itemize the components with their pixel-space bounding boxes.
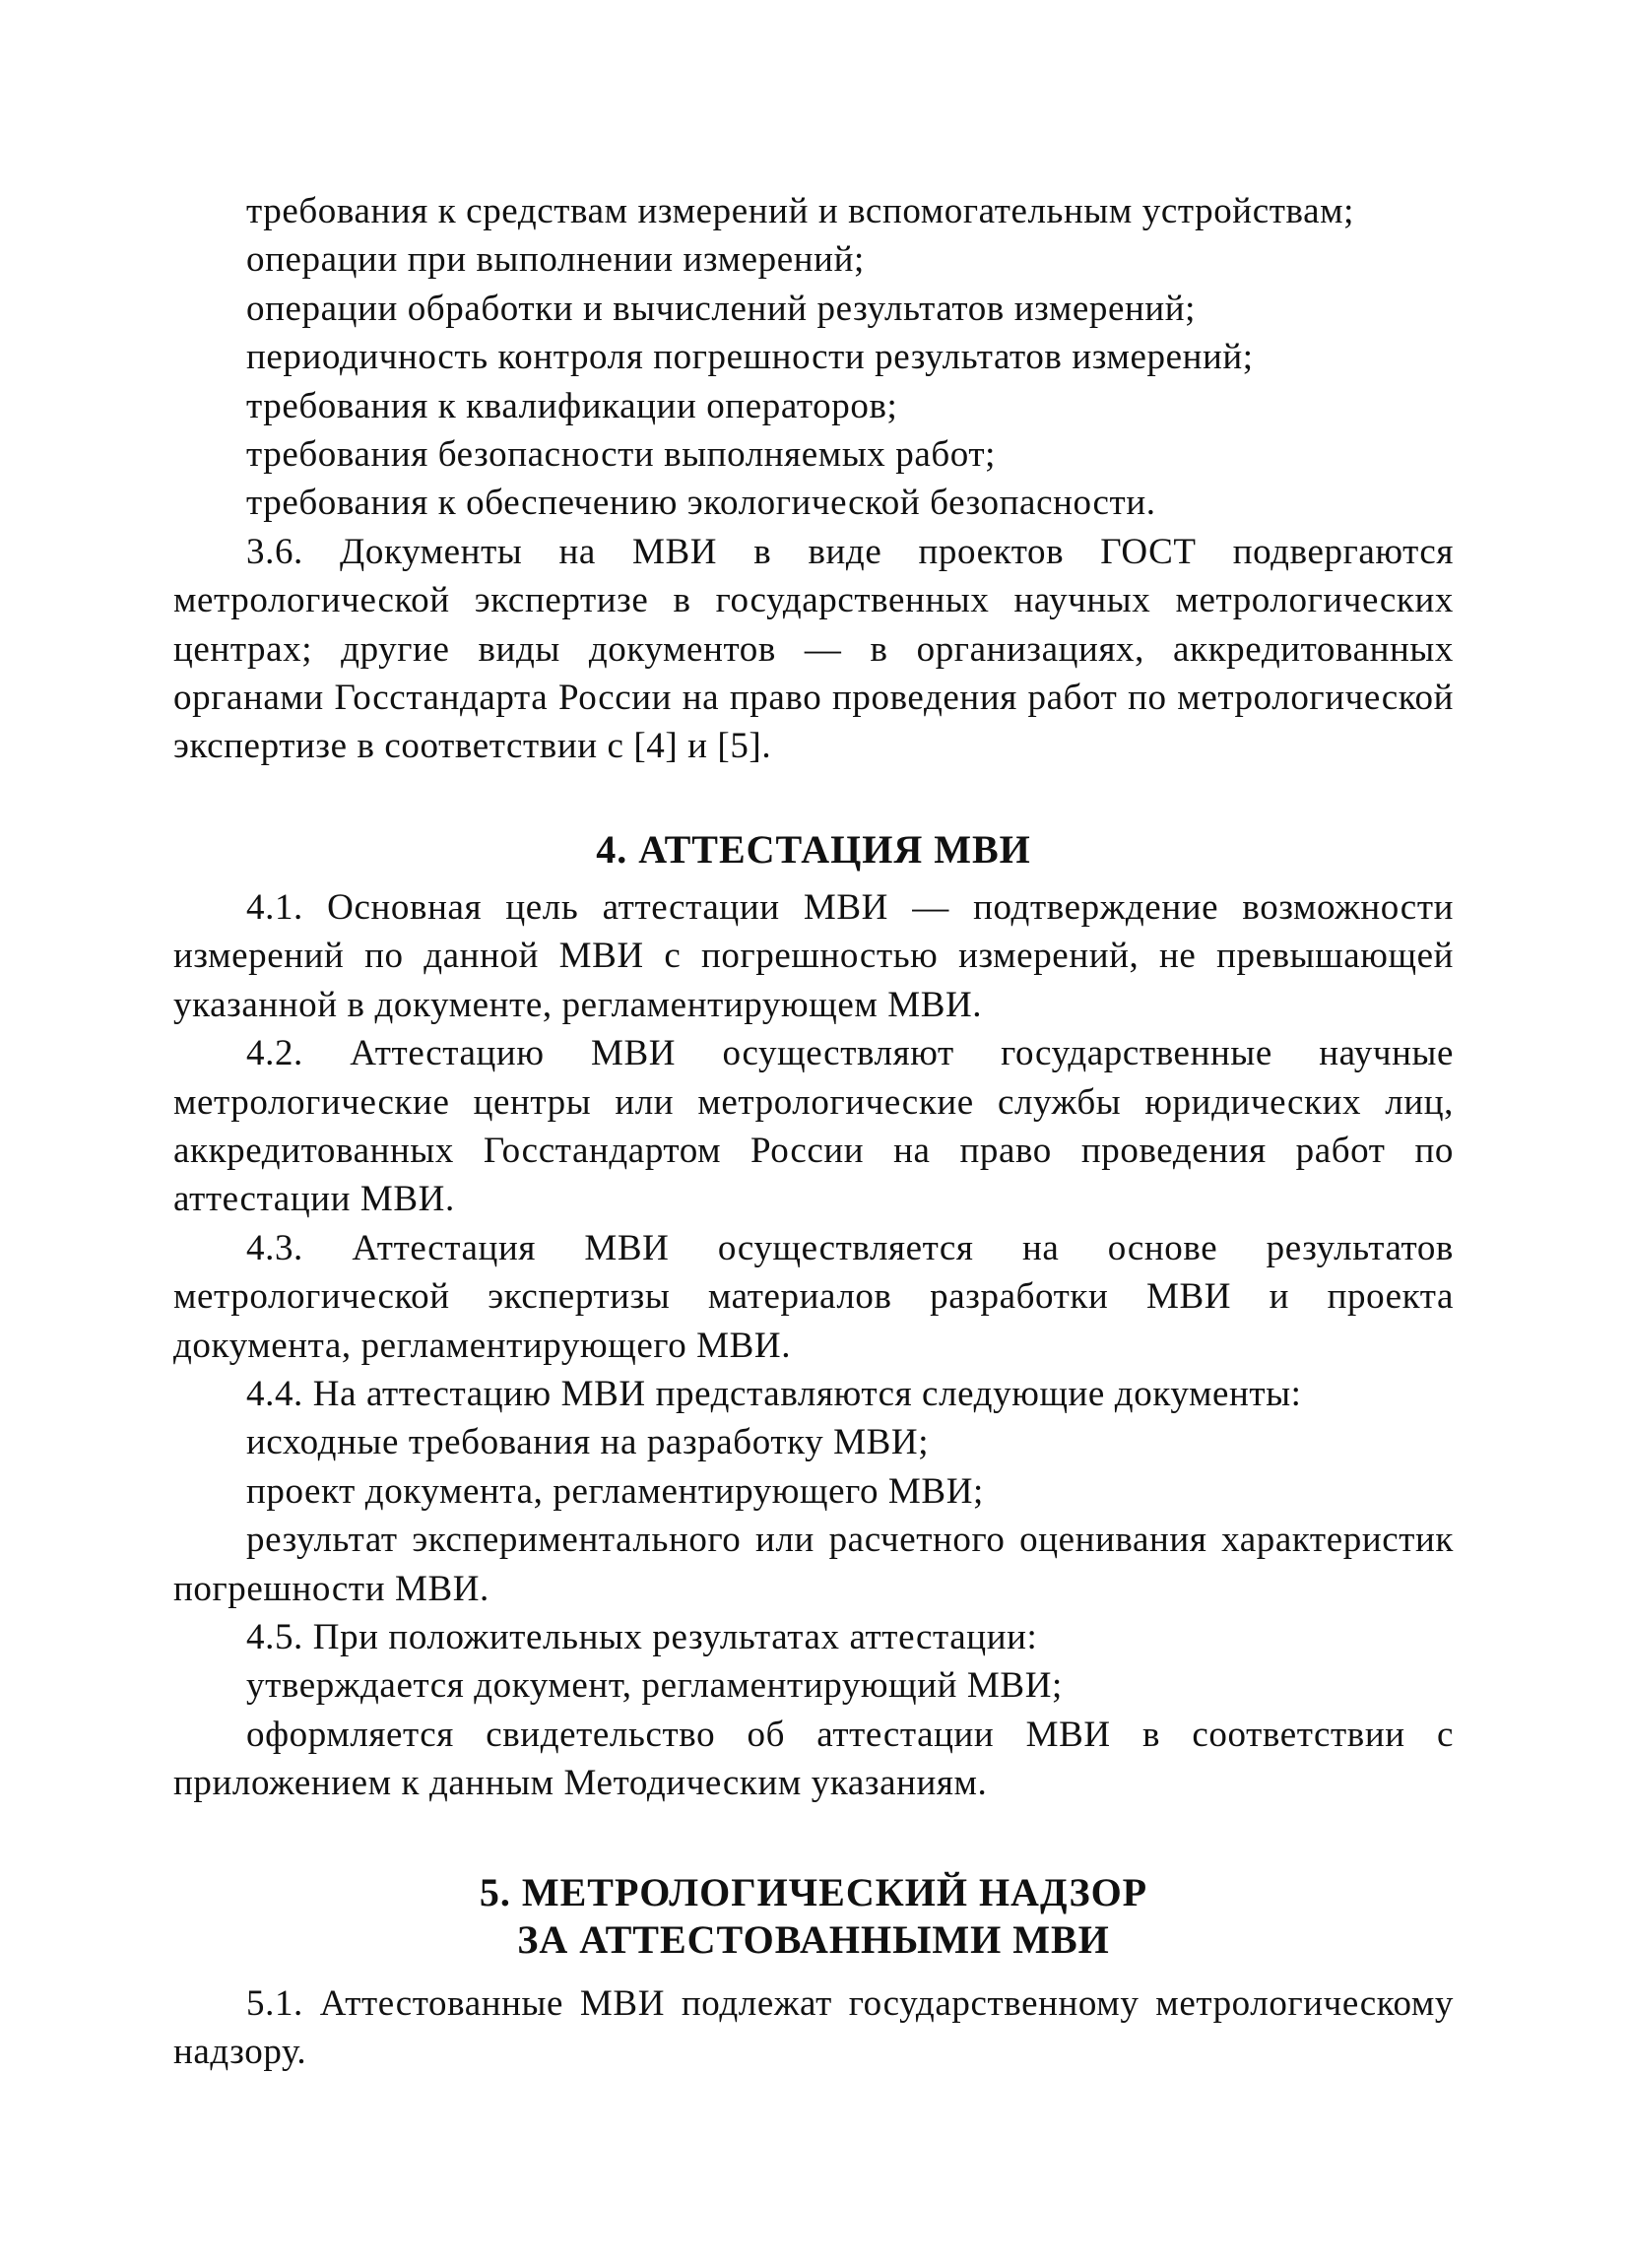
document-page (173, 187, 1454, 2076)
paragraph-3-6: 3.6. Документы на МВИ в виде проектов ГОСТ подвергаются метрологической экспертизе в государственных научных метрологических центрах; другие виды документов — в организациях, аккредитованных органами Госстандарта России на право проведения работ по метрологической экспертизе в соответствии с [4] и [5]. (173, 531, 1454, 767)
section-5-heading-line-1: 5. МЕТРОЛОГИЧЕСКИЙ НАДЗОР (479, 1869, 1148, 1914)
paragraph-5-1: 5.1. Аттестованные МВИ подлежат государственному метрологическому надзору. (173, 1982, 1454, 2072)
section-4-heading: 4. АТТЕСТАЦИЯ МВИ (596, 826, 1031, 872)
list-item: требования безопасности выполняемых работ; (246, 434, 997, 476)
list-item: утверждается документ, регламентирующий МВИ; (246, 1665, 1063, 1707)
list-item: оформляется свидетельство об аттестации МВИ в соответствии с приложением к данным Методическим указаниям. (173, 1714, 1454, 1804)
paragraph-4-2: 4.2. Аттестацию МВИ осуществляют государственные научные метрологические центры или метрологические службы юридических лиц, аккредитованных Госстандартом России на право проведения работ по аттестации МВИ. (173, 1033, 1454, 1220)
paragraph-4-3: 4.3. Аттестация МВИ осуществляется на основе результатов метрологической экспертизы материалов разработки МВИ и проекта документа, регламентирующего МВИ. (173, 1227, 1454, 1366)
list-item: проект документа, регламентирующего МВИ; (246, 1470, 984, 1512)
list-item: требования к средствам измерений и вспомогательным устройствам; (246, 191, 1354, 231)
list-item: операции обработки и вычислений результатов измерений; (246, 288, 1197, 329)
list-item: исходные требования на разработку МВИ; (246, 1422, 930, 1463)
paragraph-4-4: 4.4. На аттестацию МВИ представляются следующие документы: (246, 1373, 1302, 1414)
list-item: требования к квалификации операторов; (246, 385, 898, 426)
section-5-heading-line-2: ЗА АТТЕСТОВАННЫМИ МВИ (517, 1916, 1110, 1962)
list-item: периодичность контроля погрешности результатов измерений; (246, 337, 1254, 378)
list-item: результат экспериментального или расчетного оценивания характеристик погрешности МВИ. (173, 1520, 1454, 1609)
section-5-heading (173, 1869, 1454, 1964)
paragraph-4-1: 4.1. Основная цель аттестации МВИ — подтверждение возможности измерений по данной МВИ с погрешностью измерений, не превышающей указанной в документе, регламентирующем МВИ. (173, 886, 1454, 1025)
list-item: операции при выполнении измерений; (246, 239, 865, 281)
list-item: требования к обеспечению экологической безопасности. (246, 483, 1156, 524)
paragraph-4-5: 4.5. При положительных результатах аттестации: (246, 1616, 1038, 1657)
